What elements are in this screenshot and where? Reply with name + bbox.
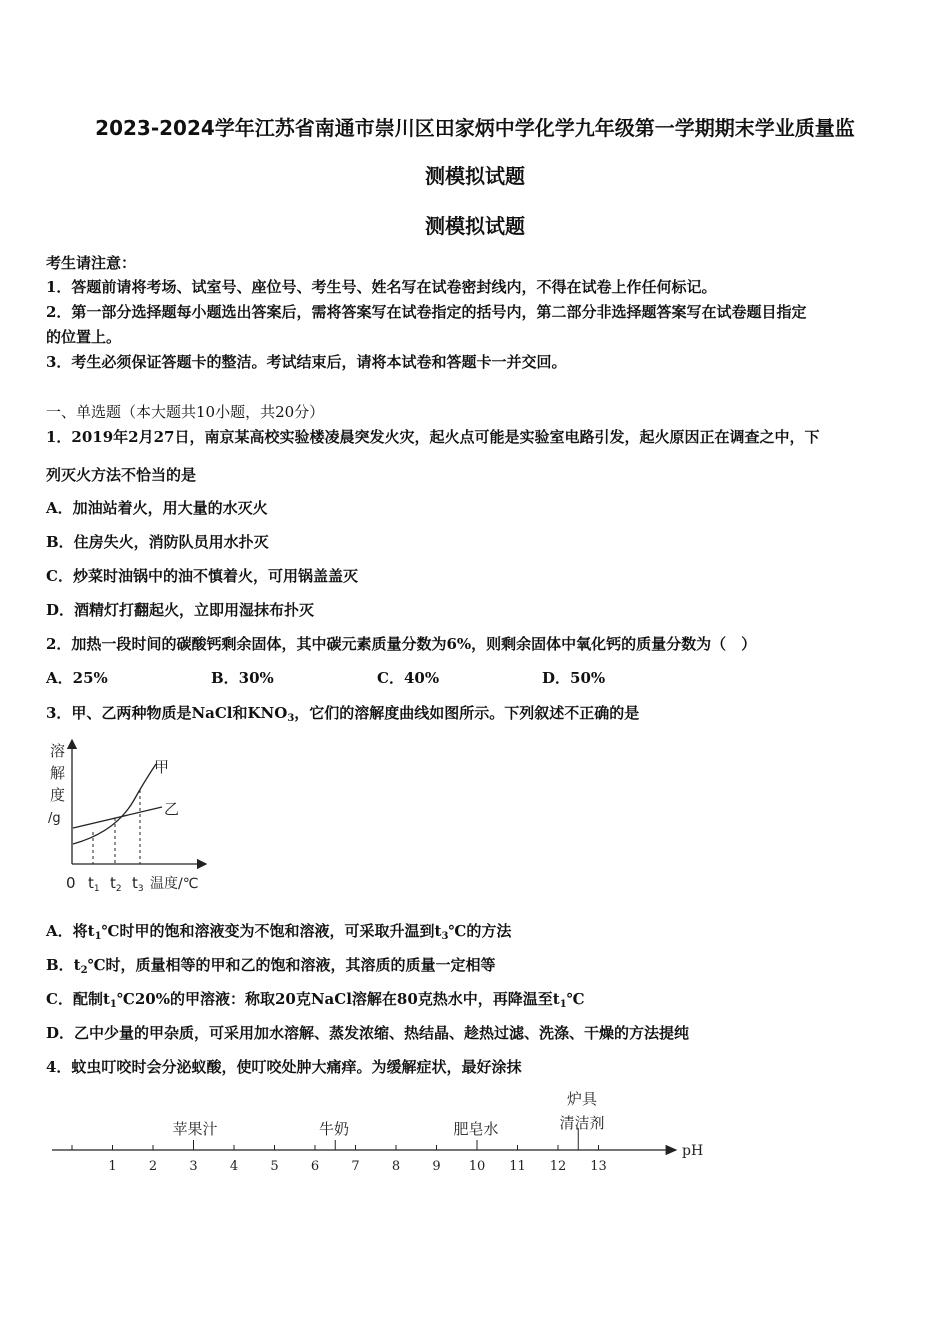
ph-tick-label: 1	[108, 1159, 117, 1174]
q3-stem: 3．甲、乙两种物质是NaCl和$KNO_3$，它们的溶解度曲线如图所示。下列叙述不正确的是	[46, 704, 640, 724]
notice-item-2-cont: 的位置上。	[46, 328, 122, 346]
ph-label-milk: 牛奶	[318, 1120, 350, 1138]
notice-item-3: 3．考生必须保证答题卡的整洁。考试结束后，请将本试卷和答题卡一并交回。	[46, 353, 567, 371]
ph-label-oven-cleaner-1: 炉具	[566, 1090, 598, 1108]
ph-tick-label: 6	[310, 1159, 320, 1174]
document-title-line2: 测模拟试题	[425, 164, 525, 188]
notice-item-1: 1．答题前请将考场、试室号、座位号、考生号、姓名写在试卷密封线内，不得在试卷上作任何标记。	[46, 278, 717, 296]
q1-option-b: B．住房失火，消防队员用水扑灭	[46, 533, 269, 551]
ph-tick-label: 10	[468, 1159, 486, 1174]
q2-option-a: A．25%	[46, 669, 108, 687]
series-yi-line	[73, 807, 162, 828]
solubility-chart	[44, 736, 224, 896]
ph-tick-label: 4	[229, 1159, 239, 1174]
ph-tick-label: 12	[549, 1159, 567, 1174]
document-title-line3: 测模拟试题	[425, 214, 525, 238]
document-title-line1: 2023-2024学年江苏省南通市崇川区田家炳中学化学九年级第一学期期末学业质量监	[95, 116, 855, 140]
q2-option-d: D．50%	[542, 669, 606, 687]
tick-label-t3: $t_3$	[132, 874, 144, 894]
notice-item-2: 2．第一部分选择题每小题选出答案后，需将答案写在试卷指定的括号内，第二部分非选择题答案写在试卷题目指定	[46, 303, 807, 321]
section-heading: 一、单选题（本大题共10小题，共20分）	[46, 403, 325, 421]
q1-stem-line2: 列灭火方法不恰当的是	[46, 466, 197, 484]
q1-option-d: D．酒精灯打翻起火，立即用湿抹布扑灭	[46, 601, 315, 619]
ph-tick-label: 13	[590, 1159, 607, 1174]
y-label-4: /g	[48, 811, 61, 826]
ph-tick-label: 11	[509, 1159, 526, 1174]
ph-label-apple-juice: 苹果汁	[172, 1120, 218, 1138]
tick-label-t2: $t_2$	[110, 874, 122, 894]
y-label-1: 溶	[50, 742, 66, 760]
notice-heading: 考生请注意：	[46, 254, 137, 272]
origin-label: 0	[66, 874, 76, 892]
x-axis-label: 温度/℃	[150, 876, 199, 892]
ph-tick-label: 2	[148, 1159, 158, 1174]
ph-tick-label: 7	[351, 1159, 360, 1174]
ph-tick-label: 9	[432, 1159, 441, 1174]
y-label-3: 度	[50, 786, 66, 804]
q2-stem: 2．加热一段时间的碳酸钙剩余固体，其中碳元素质量分数为6%，则剩余固体中氧化钙的质量分数为（ ）	[46, 635, 757, 653]
series-label-yi: 乙	[164, 800, 180, 818]
q1-option-c: C．炒菜时油锅中的油不慎着火，可用锅盖盖灭	[46, 567, 358, 585]
q2-option-c: C．40%	[377, 669, 440, 687]
q3-option-c: C．配制$t_1℃20\%$的甲溶液：称取20克NaCl溶解在80克热水中，再降温至$t_1℃$	[46, 990, 585, 1010]
ph-tick-label: 3	[189, 1159, 198, 1174]
q1-stem-line1: 1．2019年2月27日，南京某高校实验楼凌晨突发火灾，起火点可能是实验室电路引发，起火原因正在调查之中，下	[46, 428, 820, 446]
q3-option-b: B．$t_2℃$时，质量相等的甲和乙的饱和溶液，其溶质的质量一定相等	[46, 956, 496, 976]
ph-tick-label: 8	[391, 1159, 401, 1174]
q3-option-a: A．将$t_1℃$时甲的饱和溶液变为不饱和溶液，可采取升温到$t_3℃$的方法	[46, 922, 512, 942]
y-label-2: 解	[50, 764, 66, 782]
tick-label-t1: $t_1$	[88, 874, 100, 894]
ph-number-line	[0, 1084, 950, 1184]
series-label-jia: 甲	[154, 758, 170, 776]
ph-label-soap-water: 肥皂水	[453, 1120, 499, 1138]
ph-label-oven-cleaner-2: 清洁剂	[559, 1114, 605, 1132]
ph-axis-label: pH	[682, 1143, 704, 1159]
q1-option-a: A．加油站着火，用大量的水灭火	[46, 499, 268, 517]
q4-stem: 4．蚊虫叮咬时会分泌蚁酸，使叮咬处肿大痛痒。为缓解症状，最好涂抹	[46, 1058, 522, 1076]
q3-option-d: D．乙中少量的甲杂质，可采用加水溶解、蒸发浓缩、热结晶、趁热过滤、洗涤、干燥的方法提纯	[46, 1024, 690, 1042]
ph-tick-label: 5	[270, 1159, 279, 1174]
q2-option-b: B．30%	[211, 669, 274, 687]
